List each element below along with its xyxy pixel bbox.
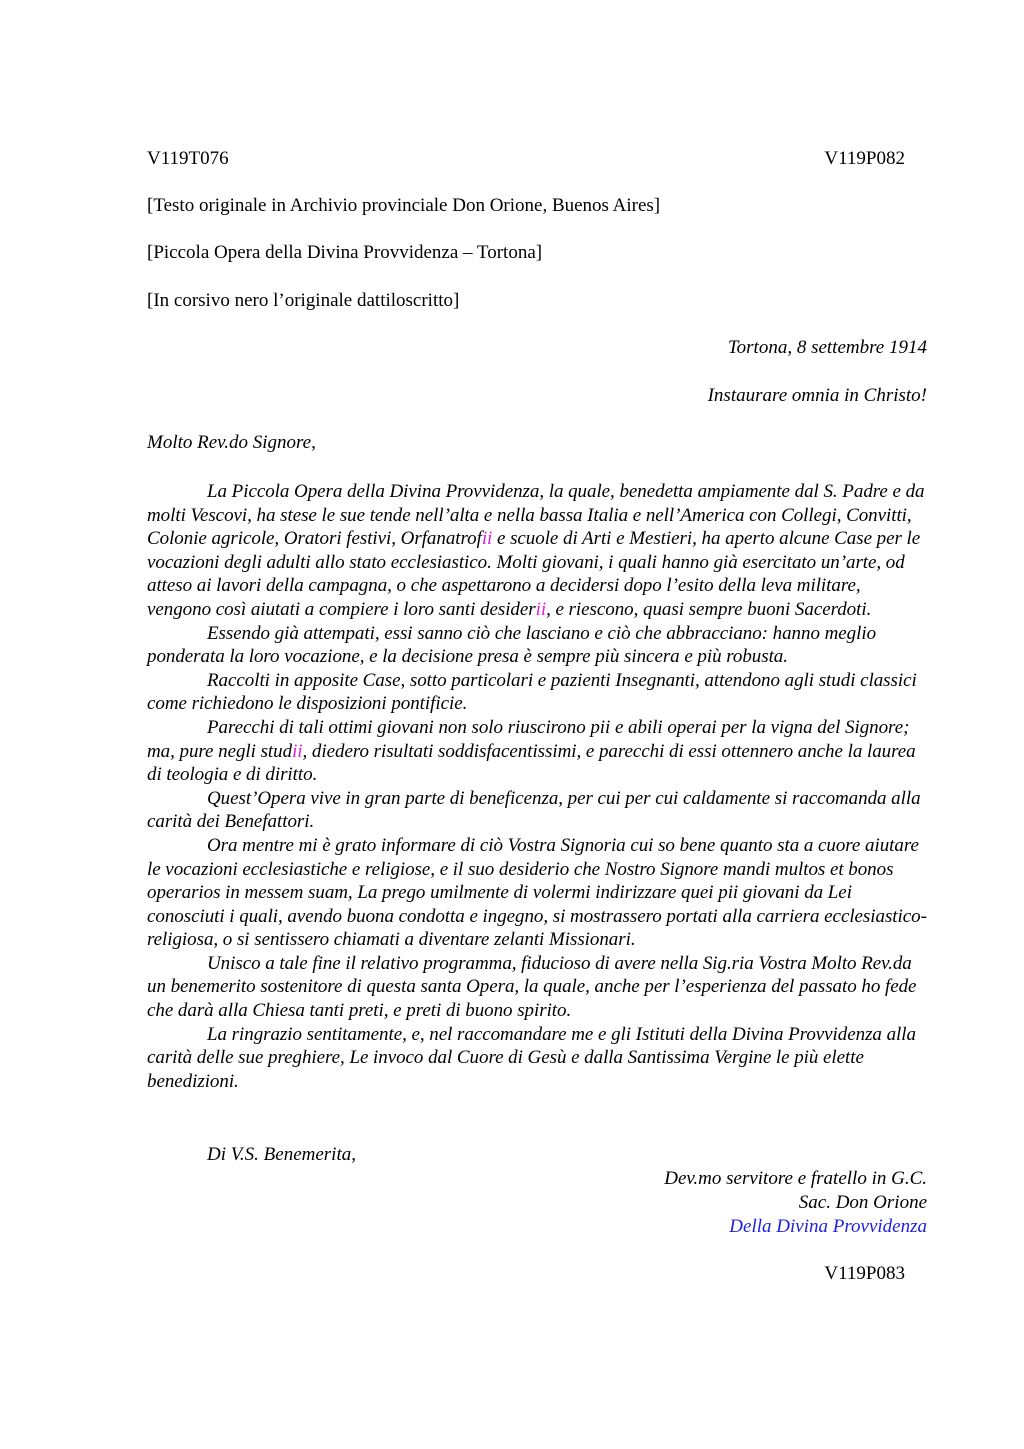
paragraph-5: Quest’Opera vive in gran parte di beneficenza, per cui per cui caldamente si raccomanda alla carità dei Benefattori.: [147, 787, 921, 833]
paragraph-4: Parecchi di tali ottimi giovani non solo riuscirono pii e abili operai per la vigna del Signore; ma, pure negli studii, diedero risultati soddisfacentissimi, e parecchi di essi ottennero anche la laurea di teologia e di diritto.: [147, 716, 916, 786]
paragraph-6: Ora mentre mi è grato informare di ciò Vostra Signoria cui so bene quanto sta a cuore aiutare le vocazioni ecclesiastiche e religiose, e il suo desiderio che Nostro Signore mandi multos et bonos operarios in messem suam, La prego umilmente di volermi indirizzare quei pii giovani da Lei conosciuti i quali, avendo buona condotta e ingegno, si mostrassero portati alla carriera ecclesiastico-religiosa, o si sentissero chiamati a diventare zelanti Missionari.: [147, 834, 927, 951]
signature-line-1: Dev.mo servitore e fratello in G.C.: [664, 1168, 927, 1189]
highlighted-text: ii: [535, 598, 547, 620]
publisher-note: [Piccola Opera della Divina Provvidenza – Tortona]: [147, 242, 543, 263]
archive-note: [Testo originale in Archivio provinciale Don Orione, Buenos Aires]: [147, 195, 661, 216]
text-code: V119T076: [147, 148, 229, 169]
paragraph-3: Raccolti in apposite Case, sotto particolari e pazienti Insegnanti, attendono agli studi classici come richiedono le disposizioni pontificie.: [147, 669, 917, 715]
paragraph-8: La ringrazio sentitamente, e, nel raccomandare me e gli Istituti della Divina Provvidenza alla carità delle sue preghiere, Le invoco dal Cuore di Gesù e dalla Santissima Vergine le più elette benedizioni.: [147, 1023, 916, 1092]
highlighted-text: ii: [481, 528, 493, 550]
page-code: V119P082: [824, 148, 905, 169]
paragraph-7: Unisco a tale fine il relativo programma, fiducioso di avere nella Sig.ria Vostra Molto Rev.da un benemerito sostenitore di questa santa Opera, la quale, anche per l’esperienza del passato ho fede che darà alla Chiesa tanti preti, e preti di buono spirito.: [147, 952, 917, 1022]
paragraph-2: Essendo già attempati, essi sanno ciò che lasciano e ciò che abbracciano: hanno meglio ponderata la loro vocazione, e la decisione presa è sempre più sincera e più robusta.: [147, 622, 877, 668]
letter-body: [147, 480, 929, 1093]
signature-block: [664, 1167, 927, 1239]
paragraph-1: La Piccola Opera della Divina Provvidenza, la quale, benedetta ampiamente dal S. Padre e da molti Vescovi, ha stese le sue tende nell’alta e nella bassa Italia e nell’America con Collegi, Convitti, Colonie agricole, Oratori festivi, Orfanatrofii e scuole di Arti e Mestieri, ha aperto alcune Case per le vocazioni degli adulti allo stato ecclesiastico. Molti giovani, i quali hanno già esercitato un’arte, od atteso ai lavori della campagna, o che aspettarono a decidersi dopo l’esito della leva militare, vengono così aiutati a compiere i loro santi desiderii, e riescono, quasi sempre buoni Sacerdoti.: [147, 481, 925, 620]
closing-line: Di V.S. Benemerita,: [207, 1144, 356, 1165]
motto: Instaurare omnia in Christo!: [707, 385, 927, 406]
page-codes: [147, 147, 905, 171]
signature-stamp: Della Divina Provvidenza: [729, 1216, 927, 1237]
document-page: [147, 0, 927, 1449]
highlighted-text: ii: [292, 740, 303, 762]
typescript-note: [In corsivo nero l’originale dattiloscritto]: [147, 290, 460, 311]
place-date: Tortona, 8 settembre 1914: [727, 337, 927, 358]
footer-page-code: V119P083: [824, 1263, 905, 1284]
salutation: Molto Rev.do Signore,: [147, 432, 316, 453]
signature-line-2: Sac. Don Orione: [798, 1192, 927, 1213]
